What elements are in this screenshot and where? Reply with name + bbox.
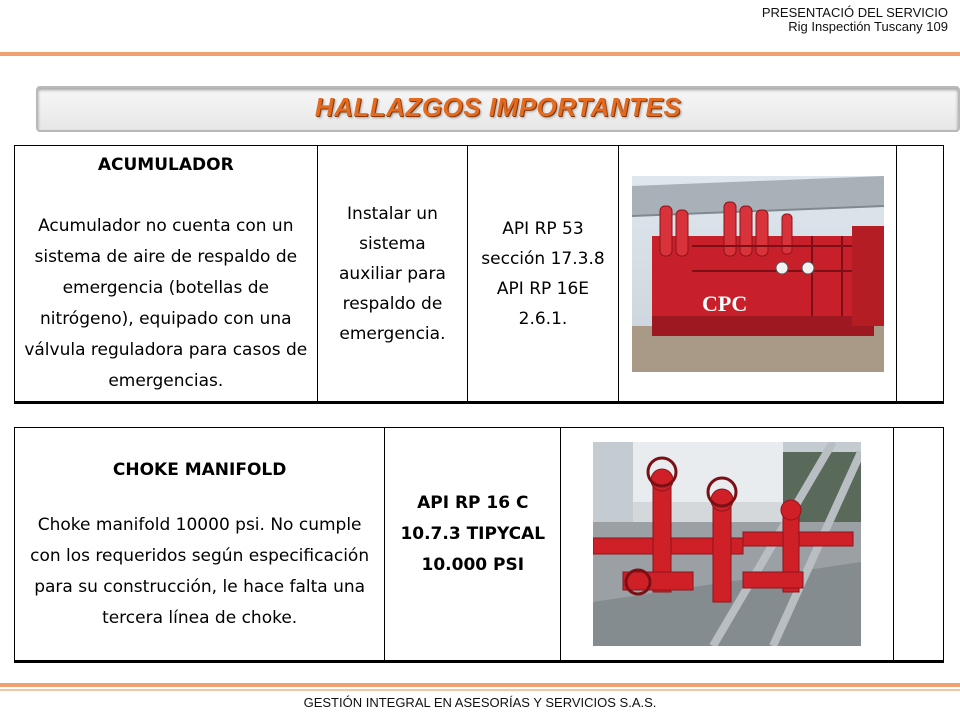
empty-cell — [897, 146, 944, 403]
top-rule — [0, 52, 960, 56]
reference-cell — [468, 146, 618, 403]
finding-table-choke-manifold — [14, 427, 944, 663]
recommendation-text: Instalar un sistema auxiliar para respaldo de emergencia. — [339, 203, 446, 344]
table-row — [15, 428, 944, 662]
accumulator-photo — [632, 176, 884, 372]
finding-description: Choke manifold 10000 psi. No cumple con los requeridos según especificación para su construcción, le hace falta una tercera línea de choke. — [30, 514, 370, 628]
bottom-rule — [0, 683, 960, 687]
header-line-1: PRESENTACIÓ DEL SERVICIO — [761, 5, 948, 20]
empty-cell — [893, 428, 943, 662]
footer-text: GESTIÓN INTEGRAL EN ASESORÍAS Y SERVICIOS S.A.S. — [303, 695, 657, 710]
choke-manifold-photo — [593, 442, 861, 646]
finding-description-cell — [15, 428, 385, 662]
finding-table-accumulator — [14, 145, 944, 404]
finding-description-cell — [15, 146, 318, 403]
reference-cell — [385, 428, 561, 662]
recommendation-cell — [317, 146, 468, 403]
page-title: HALLAZGOS IMPORTANTES — [314, 92, 682, 122]
table-row — [15, 146, 944, 403]
bottom-rule-thin — [0, 689, 960, 691]
finding-title: ACUMULADOR — [97, 155, 234, 175]
title-banner — [36, 86, 960, 132]
reference-text: API RP 53 sección 17.3.8 API RP 16E 2.6.1. — [481, 218, 605, 329]
photo-cell — [618, 146, 897, 403]
finding-description: Acumulador no cuenta con un sistema de aire de respaldo de emergencia (botellas de nitrógeno), equipado con una válvula reguladora para casos de emergencias. — [24, 216, 308, 391]
header-line-2: Rig Inspectión Tuscany 109 — [788, 19, 948, 34]
finding-title: CHOKE MANIFOLD — [112, 459, 287, 480]
photo-cell — [561, 428, 893, 662]
cpc-logo-text: CPC — [701, 290, 747, 316]
header-info — [762, 6, 948, 34]
reference-text: API RP 16 C 10.7.3 TIPYCAL 10.000 PSI — [400, 492, 546, 575]
